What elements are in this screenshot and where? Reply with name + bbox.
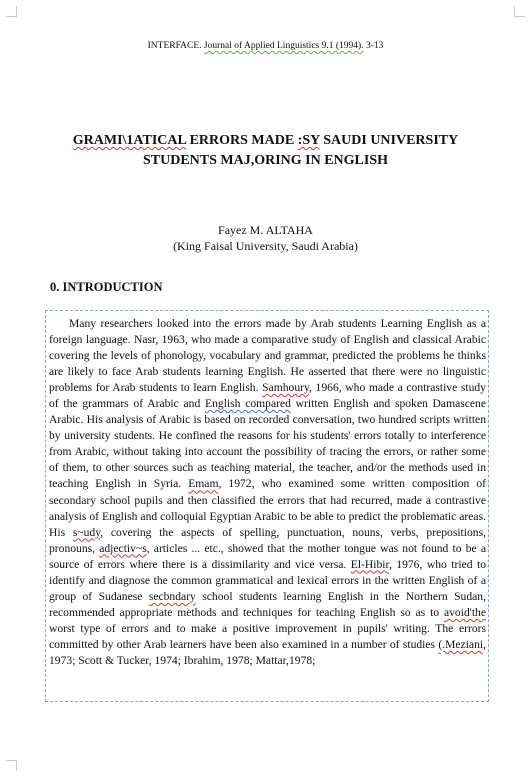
text-run: , covering the aspects of spelling, punctuation, nouns, verbs, prepositions, pronouns, bbox=[49, 525, 486, 555]
author-affiliation: (King Faisal University, Saudi Arabia) bbox=[173, 239, 358, 253]
text-run: , articles ... etc., showed that the mother tongue was not found to be a source of errors where there is a dissimilarity and vice versa. bbox=[49, 541, 486, 571]
journal-header bbox=[0, 41, 531, 51]
title-line-1 bbox=[30, 131, 501, 151]
flagged-word: adjectiv~s bbox=[99, 541, 147, 555]
flagged-word: (.Meziani bbox=[438, 637, 484, 651]
text-run: written English and spoken Damascene Arabic. His analysis of Arabic is based on recorded conversation, two hundred scripts written by university students. He confined the reasons for his students' errors totally to interference from Arabic, without taking into account the possibility of tracing the errors, or rather some of them, to other sources such as teaching material, the teacher, and/or the methods used in teaching English in Syria. bbox=[49, 397, 486, 491]
flagged-word: secbndary bbox=[148, 589, 196, 603]
title-line-2: STUDENTS MAJ,ORING IN ENGLISH bbox=[142, 153, 389, 168]
flagged-word: s~udy bbox=[72, 525, 101, 539]
flagged-word: El-Hibir bbox=[350, 557, 389, 571]
title-word-misspelled: :SY bbox=[297, 133, 320, 148]
header-journal: Journal of Applied Linguistics 9.1 (1994). bbox=[203, 41, 364, 51]
text-frame[interactable] bbox=[45, 310, 489, 702]
flagged-word: avoid'the bbox=[443, 605, 486, 619]
title-fragment: ERRORS MADE bbox=[186, 133, 298, 148]
author-name: Fayez M. ALTAHA bbox=[218, 223, 313, 237]
title-fragment: SAUDI UNIVERSITY bbox=[319, 133, 459, 148]
text-run: , 1966, who made a contrastive study of the grammars of Arabic and bbox=[49, 381, 486, 411]
text-run: worst type of errors and to make a positive improvement in pupils' writing. The errors committed by other Arab learners have been also examined in a number of studies bbox=[49, 621, 486, 651]
article-title bbox=[30, 131, 501, 171]
margin-corner-mark bbox=[6, 6, 17, 17]
header-prefix: INTERFACE. bbox=[147, 41, 202, 51]
margin-corner-mark bbox=[6, 760, 17, 771]
header-pages: 3-13 bbox=[365, 41, 384, 51]
text-run: Many researchers looked into the errors made by Arab students Learning English as a foreign language. Nasr, 1963, who made a comparative study of English and classical Arabic covering the levels of phonology, vocabulary and grammar, predicted the problems he thinks are likely to face Arab students learning English. He asserted that there were no linguistic problems for Arab students to learn English. bbox=[49, 317, 486, 395]
author-block bbox=[0, 222, 531, 254]
flagged-word: English compared bbox=[205, 397, 291, 411]
text-run: , 1972, who examined some written composition of secondary school pupils and then classified the errors that had recurred, made a contrastive analysis of English and colloquial Egyptian Arabic to be able to predict the problematic areas. His bbox=[49, 477, 486, 539]
text-run: , 1976, who tried to identify and diagnose the common grammatical and lexical errors in the written English of a group of Sudanese bbox=[49, 557, 486, 603]
intro-paragraph[interactable] bbox=[49, 316, 486, 669]
section-heading: 0. INTRODUCTION bbox=[50, 280, 163, 294]
text-run: school students learning English in the Northern Sudan, recommended appropriate methods and techniques for teaching English so as to bbox=[49, 589, 486, 619]
margin-corner-mark bbox=[514, 6, 525, 17]
flagged-word: Emam bbox=[188, 477, 219, 491]
text-run: , 1973; Scott & Tucker, 1974; Ibrahim, 1978; Mattar,1978; bbox=[49, 637, 486, 667]
title-word-misspelled: GRAMI\1ATICAL bbox=[72, 133, 187, 148]
flagged-word: Samhoury bbox=[262, 381, 310, 395]
